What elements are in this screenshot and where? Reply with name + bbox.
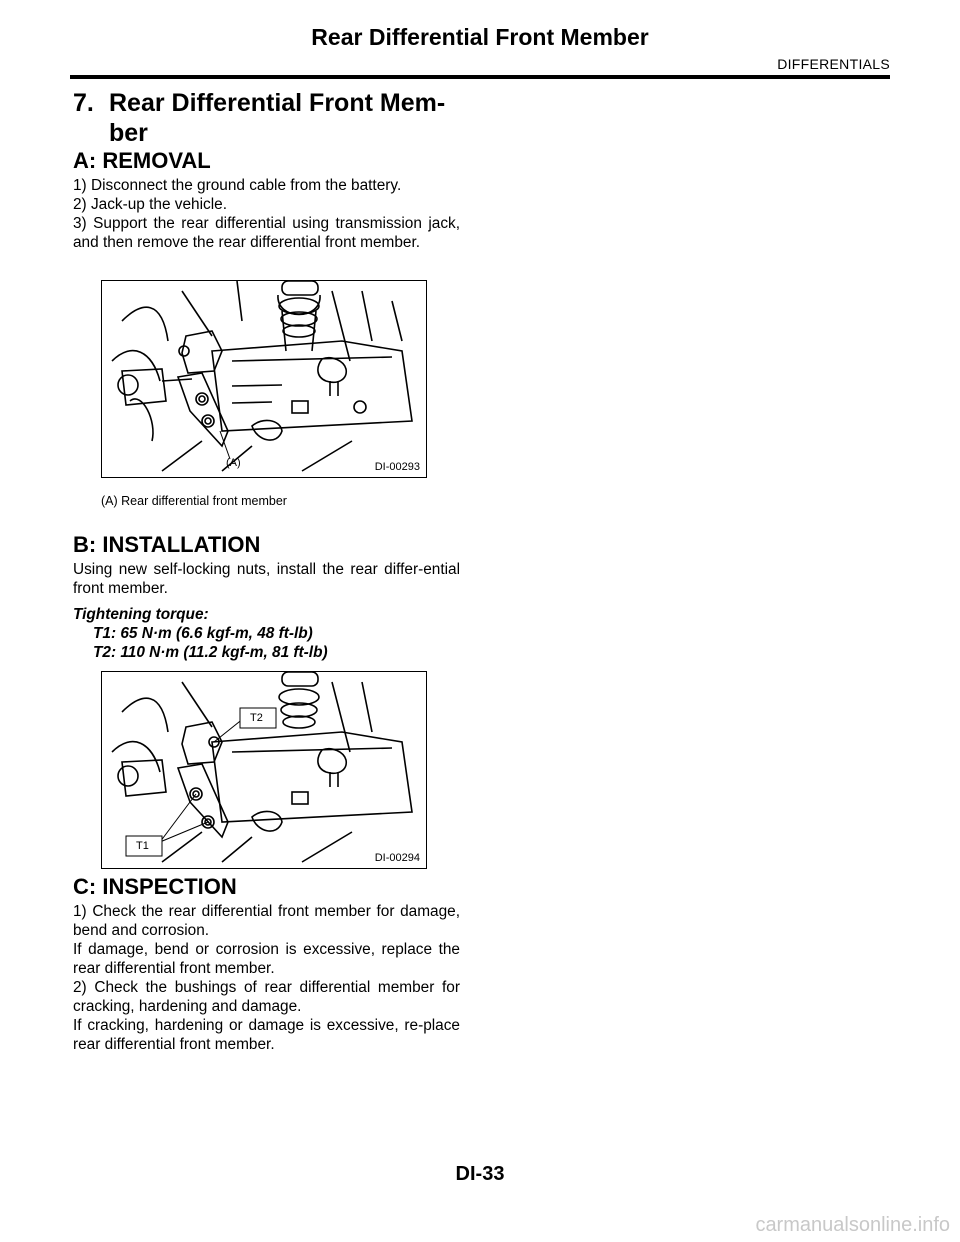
removal-section (73, 148, 460, 252)
torque-t1: T1: 65 N·m (6.6 kgf-m, 48 ft-lb) (93, 625, 313, 642)
inspection-note-1: If damage, bend or corrosion is excessive, replace the rear differential front member. (73, 941, 460, 977)
differential-illustration-2 (102, 672, 426, 868)
removal-step-3: 3) Support the rear differential using transmission jack, and then remove the rear differential front member. (73, 215, 460, 251)
figure-label-t1: T1 (136, 840, 149, 852)
page-header-title: Rear Differential Front Member (311, 24, 649, 50)
removal-title: A: REMOVAL (73, 148, 211, 173)
header-rule (70, 75, 890, 79)
section-heading (73, 88, 460, 148)
page-number: DI-33 (455, 1163, 505, 1185)
figure-installation (101, 671, 427, 869)
inspection-note-2: If cracking, hardening or damage is excessive, re-place rear differential front member. (73, 1017, 460, 1053)
installation-text: Using new self-locking nuts, install the rear differ-ential front member. (73, 561, 460, 597)
removal-step-2: 2) Jack-up the vehicle. (73, 196, 227, 213)
differential-illustration-1 (102, 281, 426, 477)
inspection-title: C: INSPECTION (73, 874, 237, 899)
inspection-step-1: 1) Check the rear differential front member for damage, bend and corrosion. (73, 903, 460, 939)
figure-label-a: (A) (226, 457, 241, 469)
installation-title: B: INSTALLATION (73, 532, 261, 557)
section-number: 7. (73, 89, 94, 117)
removal-step-1: 1) Disconnect the ground cable from the battery. (73, 177, 402, 194)
torque-title: Tightening torque: (73, 606, 209, 623)
section-title-line2: ber (109, 119, 148, 147)
inspection-step-2: 2) Check the bushings of rear differential member for cracking, hardening and damage. (73, 979, 460, 1015)
torque-t2: T2: 110 N·m (11.2 kgf-m, 81 ft-lb) (93, 644, 328, 661)
inspection-section (73, 874, 460, 1054)
section-title-line1: Rear Differential Front Mem- (109, 89, 446, 117)
page-header-section: DIFFERENTIALS (777, 56, 890, 72)
watermark: carmanualsonline.info (755, 1214, 950, 1236)
installation-section (73, 532, 460, 662)
figure-id-2: DI-00294 (374, 852, 420, 864)
figure-caption: (A) Rear differential front member (101, 494, 287, 508)
figure-id-1: DI-00293 (374, 461, 420, 473)
figure-removal (101, 280, 427, 478)
figure-label-t2: T2 (250, 712, 263, 724)
